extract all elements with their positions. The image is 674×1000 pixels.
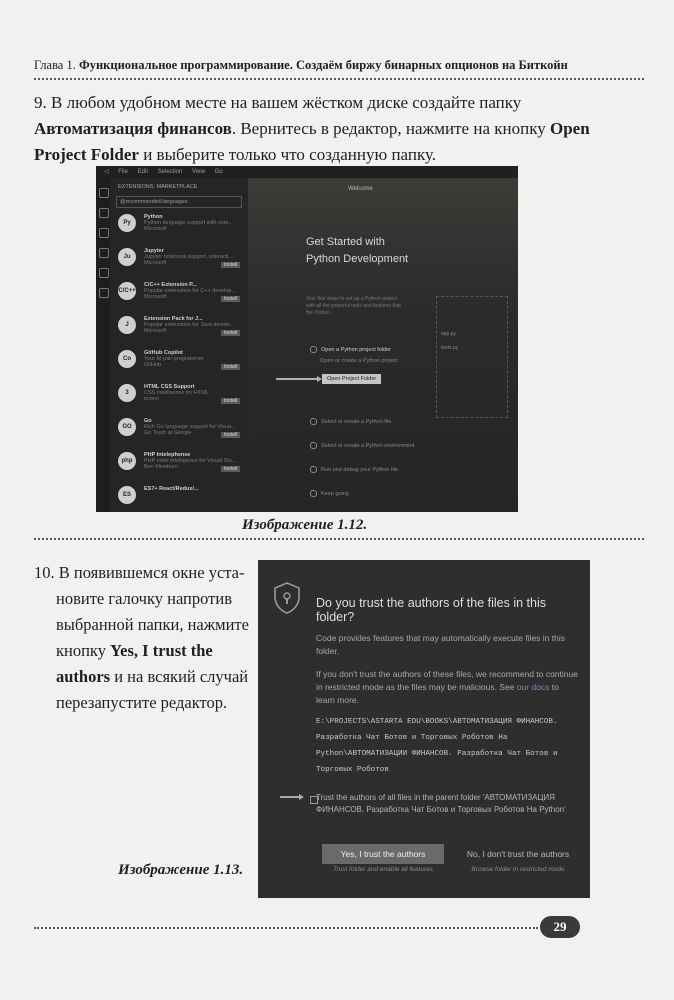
paragraph-text: to learn more.: [316, 682, 559, 705]
extension-publisher: Go Team at Google: [144, 430, 192, 436]
step-text: В появившемся окне уста-: [58, 563, 245, 582]
extension-item[interactable]: [110, 242, 248, 276]
vscode-logo-icon: ◁: [104, 169, 109, 175]
extension-name: Go: [144, 418, 152, 424]
extension-publisher: Microsoft: [144, 294, 167, 300]
step-select-file[interactable]: [310, 418, 391, 425]
step-line: выбранной папки, нажмите: [56, 615, 249, 634]
step-select-env[interactable]: [310, 442, 415, 449]
install-button[interactable]: Install: [221, 466, 240, 472]
menu-selection[interactable]: Selection: [157, 169, 183, 175]
extension-name: Extension Pack for J...: [144, 316, 203, 322]
shield-icon: [274, 582, 300, 614]
step-10-text: [34, 560, 256, 716]
button-name: Open Project Folder: [34, 119, 590, 164]
extension-desc: PHP code intelligence for Visual Stu...: [144, 458, 237, 464]
running-header: [34, 58, 646, 73]
figure-caption-1-12: Изображение 1.12.: [242, 517, 368, 533]
step-keep-going[interactable]: [310, 490, 349, 497]
folder-path: E:\PROJECTS\ASTARTA EDU\BOOKS\АВТОМАТИЗАЦИЯ ФИНАНСОВ. Разработка Чат Ботов и Торговых Роботов На Python\АВТОМАТИЗАЦИИ ФИНАНСОВ. Разработка Чат Ботов и Торговых Роботов: [316, 718, 558, 774]
java-icon: J: [118, 316, 136, 334]
step-text: и выберите только что созданную папку.: [143, 145, 437, 164]
chapter-label: Глава 1.: [34, 58, 76, 72]
step-number: 10.: [34, 563, 55, 582]
extension-name: HTML CSS Support: [144, 384, 195, 390]
step-circle-icon: [310, 442, 317, 449]
button-name: Yes, I trust the: [110, 641, 213, 660]
section-divider: [34, 538, 644, 540]
header-divider: [34, 78, 644, 80]
menu-bar: [96, 166, 518, 178]
menu-view[interactable]: View: [192, 169, 205, 175]
extension-name: Python: [144, 214, 163, 220]
open-folder-hint: Open or create a Python project: [320, 358, 398, 364]
step-line: перезапустите редактор.: [56, 693, 228, 712]
dialog-paragraph-1: Code provides features that may automatically execute files in this folder.: [316, 633, 565, 656]
preview-panel: [436, 296, 508, 418]
install-button[interactable]: Install: [221, 398, 240, 404]
extension-item[interactable]: [110, 344, 248, 378]
file-item: app.py: [441, 331, 457, 337]
trust-parent-label[interactable]: Trust the authors of all files in the parent folder 'АВТОМАТИЗАЦИЯ ФИНАНСОВ. Разработка Чат Ботов и Торговых Роботов На Python': [316, 793, 566, 814]
python-icon: Py: [118, 214, 136, 232]
extension-item[interactable]: [110, 378, 248, 412]
extension-desc: Your AI pair programmer: [144, 356, 204, 362]
step-circle-icon: [310, 346, 317, 353]
tab-welcome[interactable]: Welcome: [348, 186, 373, 192]
extension-item[interactable]: [110, 310, 248, 344]
yes-trust-subtitle: Trust folder and enable all features: [333, 866, 433, 873]
extension-search-input[interactable]: @recommended:languages: [116, 196, 242, 208]
paragraph-text: If you don't trust the authors of these files, we recommend to continue in restricted mode as the files may be malicious. See: [316, 669, 578, 692]
step-label: Run and debug your Python file: [321, 466, 399, 473]
step-circle-icon: [310, 490, 317, 497]
open-project-folder-button[interactable]: Open Project Folder: [322, 374, 381, 384]
menu-edit[interactable]: Edit: [137, 169, 148, 175]
extension-publisher: Microsoft: [144, 328, 167, 334]
install-button[interactable]: Install: [221, 330, 240, 336]
yes-trust-button[interactable]: Yes, I trust the authors: [322, 844, 444, 864]
extension-name: PHP Intelephense: [144, 452, 191, 458]
chapter-title: Функциональное программирование. Создаём биржу бинарных опционов на Биткойн: [78, 58, 568, 72]
install-button[interactable]: Install: [221, 364, 240, 370]
vscode-screenshot: [96, 166, 518, 512]
install-button[interactable]: Install: [221, 432, 240, 438]
extension-list: [110, 208, 248, 512]
search-icon[interactable]: [99, 208, 109, 218]
dialog-title: Do you trust the authors of the files in this folder?: [316, 596, 546, 624]
extensions-sidebar: [110, 178, 248, 512]
extension-publisher: GitHub: [144, 362, 162, 368]
step-line: новите галочку напротив: [56, 589, 232, 608]
extension-desc: Popular extensions for C++ develop...: [144, 288, 237, 294]
menu-go[interactable]: Go: [214, 169, 223, 175]
step-label: Open a Python project folder: [321, 346, 392, 353]
step-9-text: [34, 90, 618, 168]
extension-desc: Python language support with exte...: [144, 220, 233, 226]
extension-publisher: Microsoft: [144, 226, 167, 232]
get-started-desc: Your first steps to set up a Python project with all the powerful tools and features that the Python...: [306, 296, 401, 316]
install-button[interactable]: Install: [221, 262, 240, 268]
css-icon: 3: [118, 384, 136, 402]
extension-item[interactable]: [110, 208, 248, 242]
go-icon: GO: [118, 418, 136, 436]
explorer-icon[interactable]: [99, 188, 109, 198]
figure-caption-1-13: Изображение 1.13.: [118, 862, 244, 878]
no-trust-button[interactable]: No, I don't trust the authors: [466, 849, 570, 859]
extension-item[interactable]: [110, 446, 248, 480]
footer-divider: [34, 927, 538, 929]
install-button[interactable]: Install: [221, 296, 240, 302]
extension-publisher: Microsoft: [144, 260, 167, 266]
dialog-paragraph-2: [316, 668, 578, 707]
step-text: . Вернитесь в редактор, нажмите на кнопку: [231, 119, 546, 138]
menu-file[interactable]: File: [118, 169, 128, 175]
step-text: и на всякий случай: [114, 667, 249, 686]
step-circle-icon: [310, 466, 317, 473]
extension-item[interactable]: [110, 412, 248, 446]
extension-name: Jupyter: [144, 248, 164, 254]
copilot-icon: Co: [118, 350, 136, 368]
step-circle-icon: [310, 418, 317, 425]
folder-name: Автоматизация финансов: [34, 119, 232, 138]
step-label: Select or create a Python file: [321, 418, 392, 425]
extension-publisher: ecmel: [144, 396, 159, 402]
docs-link[interactable]: our docs: [516, 682, 550, 692]
step-open-folder[interactable]: [310, 346, 391, 353]
extension-desc: Popular extensions for Java develo...: [144, 322, 235, 328]
workspace-trust-dialog: [258, 560, 590, 898]
step-line: [34, 560, 256, 586]
step-label: Keep going: [321, 490, 349, 497]
extension-name: GitHub Copilot: [144, 350, 183, 356]
extension-name: C/C++ Extension P...: [144, 282, 197, 288]
testing-icon[interactable]: [99, 288, 109, 298]
page-number: 29: [540, 916, 580, 938]
extension-name: ES7+ React/Redux/...: [144, 486, 199, 492]
file-item: tests.py: [441, 345, 459, 351]
extension-item[interactable]: [110, 480, 248, 512]
extension-desc: Jupyter notebook support, interacti...: [144, 254, 233, 260]
extension-desc: Rich Go language support for Visua...: [144, 424, 236, 430]
pointer-arrow-icon: [280, 796, 300, 798]
sidebar-title: EXTENSIONS: MARKETPLACE: [118, 184, 198, 190]
step-line: [34, 638, 256, 664]
activity-bar: [96, 178, 110, 512]
extensions-icon[interactable]: [99, 268, 109, 278]
jupyter-icon: Ju: [118, 248, 136, 266]
run-debug-icon[interactable]: [99, 248, 109, 258]
step-run-debug[interactable]: [310, 466, 398, 473]
extension-item[interactable]: [110, 276, 248, 310]
source-control-icon[interactable]: [99, 228, 109, 238]
extension-publisher: Ben Mewburn: [144, 464, 178, 470]
step-text: кнопку: [56, 641, 106, 660]
step-number: 9.: [34, 93, 47, 112]
button-name: authors: [56, 667, 111, 686]
step-line: [34, 664, 256, 690]
get-started-title: Get Started with Python Development: [306, 236, 409, 265]
react-icon: ES: [118, 486, 136, 504]
php-icon: php: [118, 452, 136, 470]
cpp-icon: C/C++: [118, 282, 136, 300]
pointer-arrow-icon: [276, 378, 318, 380]
extension-desc: CSS Intellisense for HTML: [144, 390, 209, 396]
no-trust-subtitle: Browse folder in restricted mode: [471, 866, 565, 873]
step-text: В любом удобном месте на вашем жёстком диске создайте папку: [51, 93, 522, 112]
welcome-editor: [248, 178, 518, 512]
step-label: Select or create a Python environment: [321, 442, 415, 449]
